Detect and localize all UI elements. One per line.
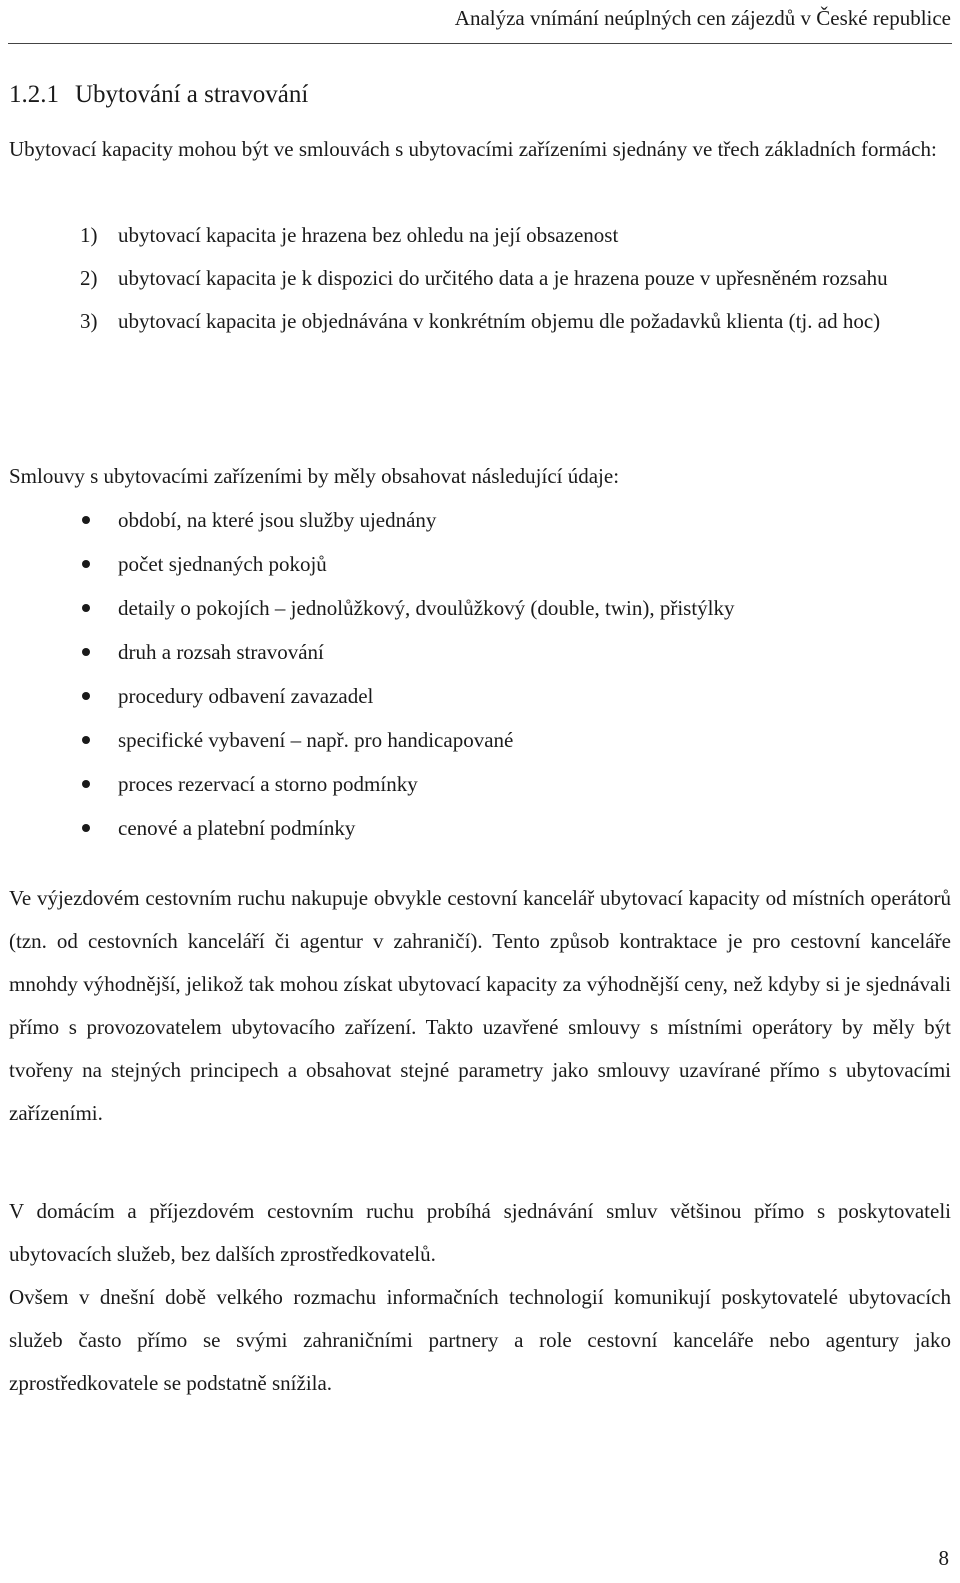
list-item [80, 214, 950, 257]
accommodation-forms-list [80, 214, 950, 343]
page-number: 8 [938, 1546, 949, 1570]
list-item-text: ubytovací kapacita je hrazena bez ohledu na její obsazenost [118, 223, 619, 247]
bullet-icon [82, 780, 90, 788]
list-item-text: druh a rozsah stravování [118, 640, 324, 664]
bullet-icon [82, 736, 90, 744]
list-item-text: cenové a platební podmínky [118, 816, 356, 840]
body-paragraph: Ovšem v dnešní době velkého rozmachu informačních technologií komunikují poskytovatelé ubytovacích služeb často přímo se svými zahraničními partnery a role cestovní kanceláře nebo agentury jako zprostředkovatele se podstatně snížila. [9, 1285, 951, 1395]
list-item [80, 762, 950, 806]
list-marker: 3) [80, 309, 98, 333]
body-paragraph: Ve výjezdovém cestovním ruchu nakupuje obvykle cestovní kancelář ubytovací kapacity od místních operátorů (tzn. od cestovních kanceláří či agentur v zahraničí). Tento způsob kontraktace je pro cestovní kanceláře mnohdy výhodnější, jelikož tak mohou získat ubytovací kapacity za výhodnější ceny, než kdyby si je sjednávali přímo s provozovatelem ubytovacího zařízení. Takto uzavřené smlouvy s místními operátory by měly být tvořeny na stejných principech a obsahovat stejné parametry jako smlouvy uzavírané přímo s ubytovacími zařízeními. [9, 886, 951, 1125]
list-item-text: ubytovací kapacita je k dispozici do určitého data a je hrazena pouze v upřesněném rozsahu [118, 266, 888, 290]
section-number: 1.2.1 [9, 81, 59, 108]
section-heading [9, 78, 308, 112]
bullet-icon [82, 648, 90, 656]
contract-items-list [80, 498, 950, 850]
list-marker: 1) [80, 223, 98, 247]
list-marker: 2) [80, 266, 98, 290]
list-item [80, 718, 950, 762]
bullet-icon [82, 692, 90, 700]
bullet-icon [82, 824, 90, 832]
list-item-text: detaily o pokojích – jednolůžkový, dvoulůžkový (double, twin), přistýlky [118, 596, 735, 620]
list-item [80, 498, 950, 542]
list-item [80, 630, 950, 674]
list-item [80, 586, 950, 630]
list-item-text: ubytovací kapacita je objednávána v konkrétním objemu dle požadavků klienta (tj. ad hoc) [118, 309, 881, 333]
bullet-icon [82, 560, 90, 568]
intro-paragraph: Ubytovací kapacity mohou být ve smlouvách s ubytovacími zařízeními sjednány ve třech základních formách: [9, 137, 937, 161]
list-item-text: specifické vybavení – např. pro handicapované [118, 728, 514, 752]
body-paragraph: V domácím a příjezdovém cestovním ruchu probíhá sjednávání smluv většinou přímo s poskytovateli ubytovacích služeb, bez dalších zprostředkovatelů. [9, 1199, 951, 1266]
list-item [80, 300, 950, 343]
list-item-text: období, na které jsou služby ujednány [118, 508, 437, 532]
bullet-icon [82, 604, 90, 612]
list-item-text: počet sjednaných pokojů [118, 552, 327, 576]
list-item [80, 674, 950, 718]
list-item [80, 806, 950, 850]
list-item-text: proces rezervací a storno podmínky [118, 772, 418, 796]
contracts-intro: Smlouvy s ubytovacími zařízeními by měly obsahovat následující údaje: [9, 464, 620, 488]
list-item [80, 257, 950, 300]
list-item [80, 542, 950, 586]
header-rule [8, 43, 952, 44]
bullet-icon [82, 516, 90, 524]
running-header: Analýza vnímání neúplných cen zájezdů v České republice [454, 6, 951, 30]
section-title: Ubytování a stravování [75, 81, 309, 108]
list-item-text: procedury odbavení zavazadel [118, 684, 374, 708]
